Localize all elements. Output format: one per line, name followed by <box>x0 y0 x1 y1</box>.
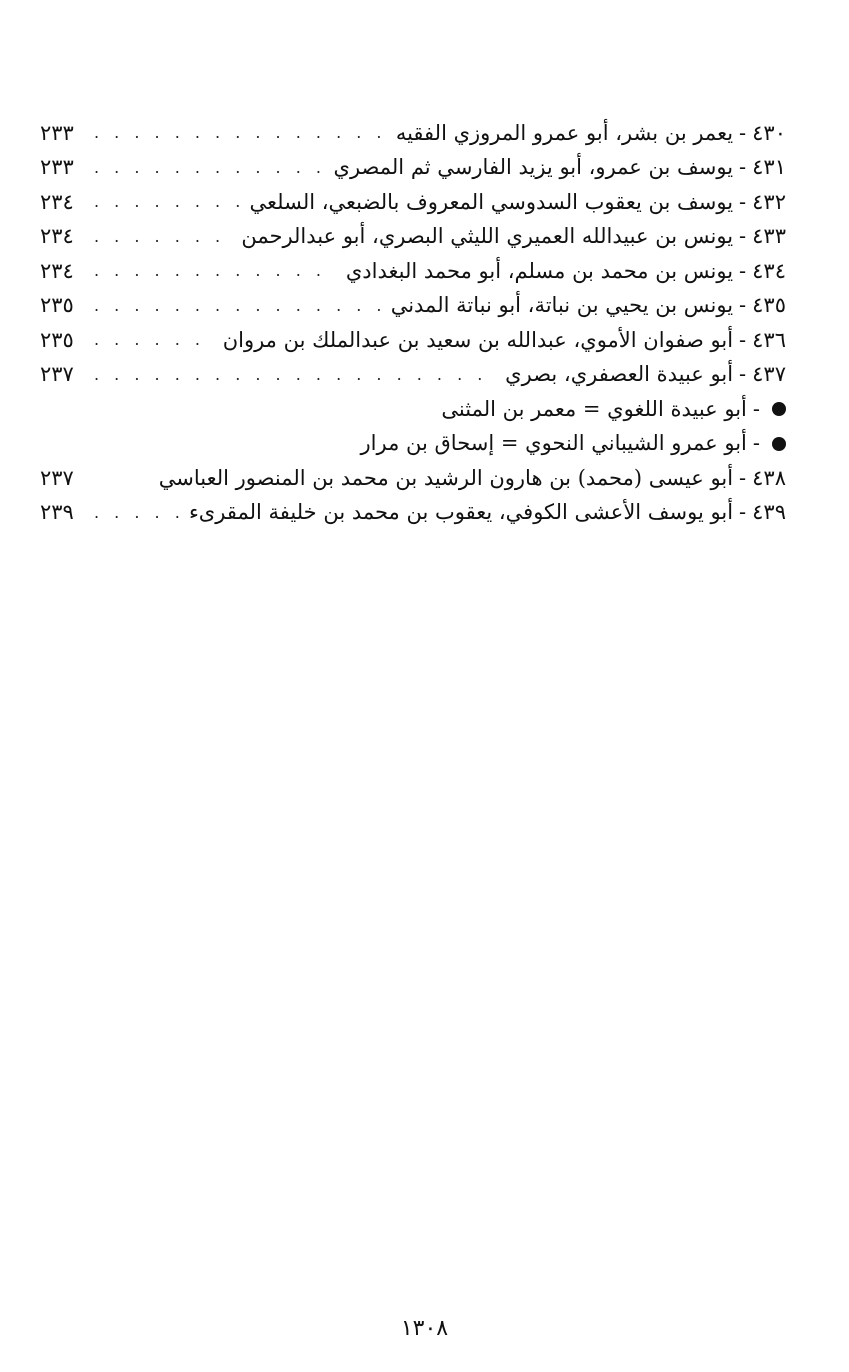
dot-leader <box>94 505 179 521</box>
cross-reference-entry <box>40 392 786 427</box>
entry-page: ٢٣٥ <box>40 293 74 318</box>
entry-title: أبو عبيدة اللغوي = معمر بن المثنى <box>441 396 747 421</box>
entry-number: ٤٣٥ <box>752 293 786 318</box>
entry-title: يوسف بن يعقوب السدوسي المعروف بالضبعي، السلعي <box>249 189 734 214</box>
entry-number: ٤٣٩ <box>752 500 786 525</box>
entry-separator: - <box>752 431 760 456</box>
entry-title: أبو عمرو الشيباني النحوي = إسحاق بن مرار <box>360 431 747 456</box>
entry-separator: - <box>739 465 747 490</box>
index-entry <box>40 185 786 220</box>
index-entry <box>40 323 786 358</box>
bullet-icon <box>772 402 786 416</box>
entry-number: ٤٣٧ <box>752 362 786 387</box>
entry-page: ٢٣٧ <box>40 465 74 490</box>
index-entry <box>40 116 786 151</box>
entry-title: يونس بن يحيي بن نباتة، أبو نباتة المدني <box>390 293 734 318</box>
dot-leader <box>94 160 324 176</box>
dot-leader <box>94 125 386 141</box>
entry-page: ٢٣٥ <box>40 327 74 352</box>
index-entry <box>40 358 786 393</box>
entry-title: أبو يوسف الأعشى الكوفي، يعقوب بن محمد بن خليفة المقرىء <box>188 500 734 525</box>
page-number: ١٣٠٨ <box>400 1316 449 1341</box>
dot-leader <box>94 263 336 279</box>
entry-number: ٤٣٢ <box>752 189 786 214</box>
index-entry <box>40 461 786 496</box>
index-entry <box>40 254 786 289</box>
entry-separator: - <box>739 224 747 249</box>
entry-number: ٤٣٣ <box>752 224 786 249</box>
entry-separator: - <box>752 396 760 421</box>
entry-separator: - <box>739 500 747 525</box>
entry-title: يوسف بن عمرو، أبو يزيد الفارسي ثم المصري <box>333 155 734 180</box>
index-entry <box>40 151 786 186</box>
index-entry <box>40 220 786 255</box>
entry-title: يونس بن محمد بن مسلم، أبو محمد البغدادي <box>345 258 734 283</box>
index-list <box>40 116 786 530</box>
entry-number: ٤٣٦ <box>752 327 786 352</box>
entry-separator: - <box>739 189 747 214</box>
bullet-icon <box>772 437 786 451</box>
entry-number: ٤٣٠ <box>752 120 786 145</box>
entry-page: ٢٣٤ <box>40 224 74 249</box>
dot-leader <box>94 194 240 210</box>
entry-separator: - <box>739 293 747 318</box>
entry-title: أبو عيسى (محمد) بن هارون الرشيد بن محمد بن المنصور العباسي <box>158 465 734 490</box>
index-entry <box>40 496 786 531</box>
entry-page: ٢٣٤ <box>40 189 74 214</box>
entry-number: ٤٣٨ <box>752 465 786 490</box>
dot-leader <box>94 332 213 348</box>
entry-separator: - <box>739 327 747 352</box>
entry-number: ٤٣٤ <box>752 258 786 283</box>
entry-page: ٢٣٣ <box>40 155 74 180</box>
entry-title: يونس بن عبيدالله العميري الليثي البصري، أبو عبدالرحمن <box>241 224 734 249</box>
entry-number: ٤٣١ <box>752 155 786 180</box>
index-entry <box>40 289 786 324</box>
entry-separator: - <box>739 258 747 283</box>
entry-page: ٢٣٣ <box>40 120 74 145</box>
entry-title: يعمر بن بشر، أبو عمرو المروزي الفقيه <box>395 120 734 145</box>
dot-leader <box>94 298 381 314</box>
entry-page: ٢٣٤ <box>40 258 74 283</box>
entry-separator: - <box>739 362 747 387</box>
dot-leader <box>94 367 495 383</box>
entry-separator: - <box>739 120 747 145</box>
dot-leader <box>94 229 231 245</box>
entry-title: أبو صفوان الأموي، عبدالله بن سعيد بن عبدالملك بن مروان <box>222 327 734 352</box>
entry-page: ٢٣٧ <box>40 362 74 387</box>
entry-page: ٢٣٩ <box>40 500 74 525</box>
cross-reference-entry <box>40 427 786 462</box>
entry-separator: - <box>739 155 747 180</box>
entry-title: أبو عبيدة العصفري، بصري <box>505 362 734 387</box>
